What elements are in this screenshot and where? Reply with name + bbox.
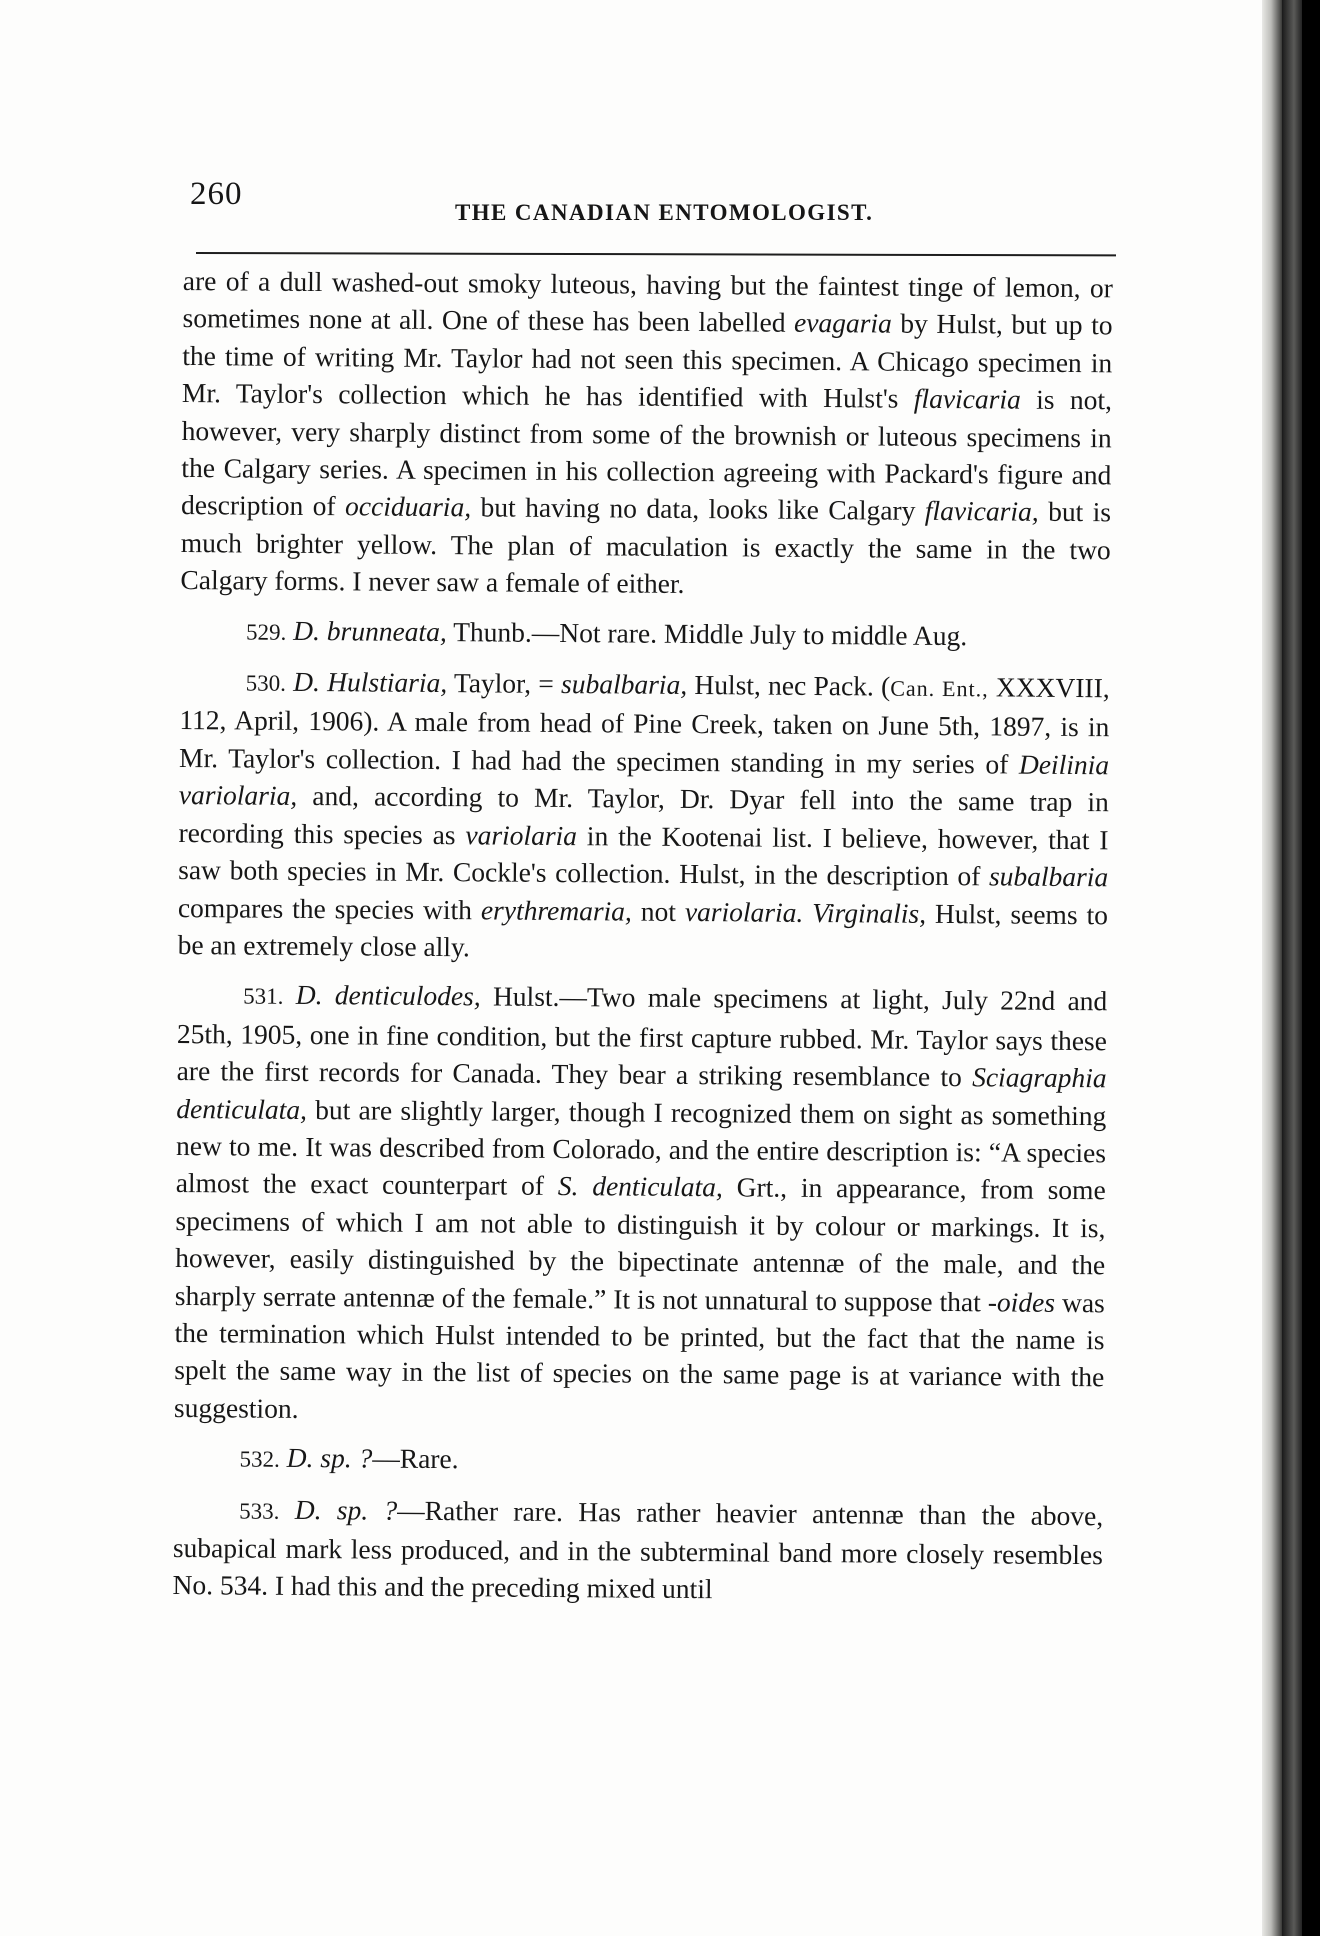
species-name: occiduaria, bbox=[344, 490, 472, 523]
body-text bbox=[172, 262, 1113, 1611]
species-name: Deilinia variolaria, bbox=[178, 748, 1110, 812]
species-name: Sciagraphia denticulata, bbox=[176, 1061, 1107, 1125]
entry-533: 533. D. sp. ?—Rather rare. Has rather heavier antennæ than the above, subapical mark less produced, and in the subterminal band more closely resembles No. 534. I had this and the preceding mixed until bbox=[172, 1493, 1104, 1605]
journal-abbrev: Can. Ent., bbox=[890, 675, 989, 702]
species-name: S. denticulata, bbox=[557, 1170, 723, 1203]
species-name: D. brunneata, bbox=[293, 614, 447, 647]
book-spine-edge bbox=[1262, 0, 1282, 1936]
species-name: subalbaria bbox=[988, 860, 1109, 893]
species-name: D. denticulodes, bbox=[295, 979, 481, 1012]
entry-number: 532. bbox=[239, 1446, 280, 1472]
paragraph-continuation: are of a dull washed-out smoky luteous, having but the faintest tinge of lemon, or sometimes none at all. One of these has been labelled evagaria by Hulst, but up to the time of writing Mr. Taylor had not seen this specimen. A Chicago specimen in Mr. Taylor's collection which he has identified with Hulst's flavicaria is not, however, very sharply distinct from some of the brownish or luteous specimens in the Calgary series. A specimen in his collection agreeing with Packard's figure and description of occiduaria, but having no data, looks like Calgary flavicaria, but is much brighter yellow. The plan of maculation is exactly the same in the two Calgary forms. I never saw a female of either. bbox=[180, 264, 1113, 600]
entry-number: 531. bbox=[243, 983, 284, 1010]
entry-532: 532. D. sp. ?—Rare. bbox=[239, 1442, 459, 1475]
species-name: variolaria. Virginalis, bbox=[684, 895, 927, 929]
species-name: erythremaria, bbox=[480, 893, 633, 927]
species-name: D. sp. ? bbox=[294, 1493, 398, 1526]
species-name: -oides bbox=[987, 1285, 1056, 1318]
species-name: D. Hulstiaria, bbox=[293, 665, 448, 699]
page-number: 260 bbox=[190, 176, 243, 212]
book-spine-shadow bbox=[1282, 0, 1302, 1936]
species-name: flavicaria, bbox=[924, 495, 1039, 528]
species-name: flavicaria bbox=[913, 382, 1021, 415]
entry-number: 529. bbox=[246, 619, 287, 645]
species-name: variolaria bbox=[465, 818, 578, 851]
species-name: subalbaria, bbox=[560, 668, 688, 701]
entry-530: 530. D. Hulstiaria, Taylor, = subalbaria, Hulst, nec Pack. (Can. Ent., XXXVIII, 112, April, 1906). A male from head of Pine Creek, taken on June 5th, 1897, is in Mr. Taylor's collection. I had had the specimen standing in my series of Deilinia variolaria, and, according to Mr. Taylor, Dr. Dyar fell into the same trap in recording this species as variolaria in the Kootenai list. I believe, however, that I saw both species in Mr. Cockle's collection. Hulst, in the description of subalbaria compares the species with erythremaria, not variolaria. Virginalis, Hulst, seems to be an extremely close ally. bbox=[177, 665, 1110, 963]
entry-number: 533. bbox=[239, 1498, 280, 1524]
species-name: evagaria bbox=[793, 307, 892, 339]
running-head: THE CANADIAN ENTOMOLOGIST. bbox=[455, 200, 874, 225]
species-name: D. sp. ? bbox=[286, 1442, 373, 1474]
entry-number: 530. bbox=[245, 670, 287, 696]
entry-529: 529. D. brunneata, Thunb.—Not rare. Middle July to middle Aug. bbox=[246, 614, 968, 651]
header-rule bbox=[196, 252, 1116, 256]
entry-531: 531. D. denticulodes, Hulst.—Two male specimens at light, July 22nd and 25th, 1905, one in fine condition, but the first capture rubbed. Mr. Taylor says these are the first records for Canada. They bear a striking resemblance to Sciagraphia denticulata, but are slightly larger, though I recognized them on sight as something new to me. It was described from Colorado, and the entire description is: “A species almost the exact counterpart of S. denticulata, Grt., in appearance, from some specimens of which I am not able to distinguish it by colour or markings. It is, however, easily distinguished by the bipectinate antennæ of the male, and the sharply serrate antennæ of the female.” It is not unnatural to suppose that -oides was the termination which Hulst intended to be printed, but the fact that the name is spelt the same way in the list of species on the same page is at variance with the suggestion. bbox=[173, 979, 1108, 1424]
